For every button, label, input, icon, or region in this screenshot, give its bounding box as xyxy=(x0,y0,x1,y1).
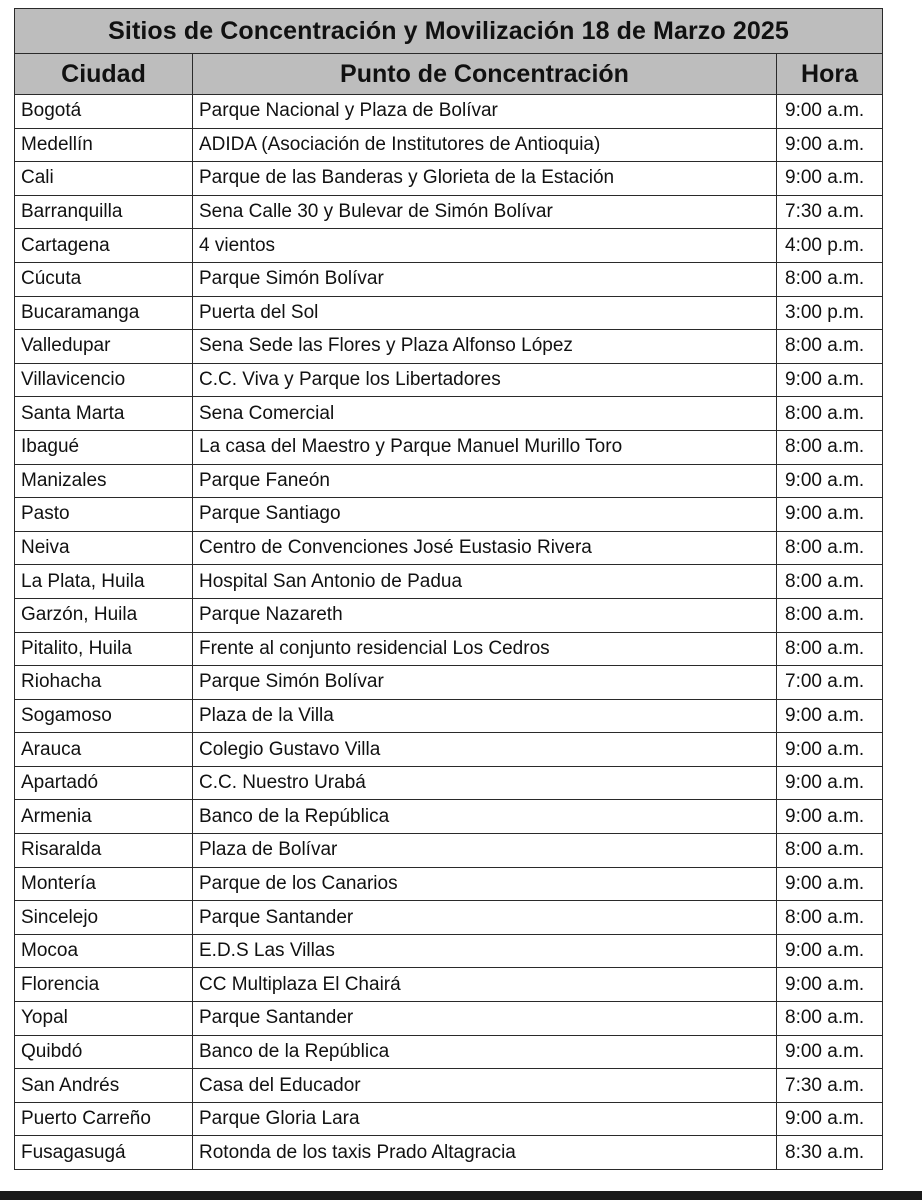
cell-time: 8:30 a.m. xyxy=(777,1136,883,1170)
cell-time: 3:00 p.m. xyxy=(777,296,883,330)
cell-city: Fusagasugá xyxy=(15,1136,193,1170)
column-header-place: Punto de Concentración xyxy=(193,54,777,95)
cell-city: Cartagena xyxy=(15,229,193,263)
cell-place: C.C. Nuestro Urabá xyxy=(193,766,777,800)
cell-place: Parque Santander xyxy=(193,1002,777,1036)
table-row xyxy=(15,1136,883,1170)
cell-city: Risaralda xyxy=(15,834,193,868)
cell-time: 8:00 a.m. xyxy=(777,834,883,868)
table-row xyxy=(15,565,883,599)
table-row xyxy=(15,666,883,700)
cell-time: 9:00 a.m. xyxy=(777,766,883,800)
table-row xyxy=(15,598,883,632)
table-row xyxy=(15,699,883,733)
table-row xyxy=(15,968,883,1002)
title-row xyxy=(15,9,883,54)
cell-city: Manizales xyxy=(15,464,193,498)
cell-place: Parque Gloria Lara xyxy=(193,1102,777,1136)
table-row xyxy=(15,766,883,800)
bottom-edge-bar xyxy=(0,1191,922,1200)
cell-place: ADIDA (Asociación de Institutores de Antioquia) xyxy=(193,128,777,162)
table-row xyxy=(15,834,883,868)
table-row xyxy=(15,1002,883,1036)
cell-time: 9:00 a.m. xyxy=(777,800,883,834)
cell-time: 9:00 a.m. xyxy=(777,498,883,532)
cell-city: Medellín xyxy=(15,128,193,162)
cell-time: 9:00 a.m. xyxy=(777,162,883,196)
table-row xyxy=(15,901,883,935)
cell-city: Santa Marta xyxy=(15,397,193,431)
table-row xyxy=(15,229,883,263)
cell-place: Colegio Gustavo Villa xyxy=(193,733,777,767)
cell-place: Casa del Educador xyxy=(193,1069,777,1103)
table-row xyxy=(15,733,883,767)
table-row xyxy=(15,1102,883,1136)
cell-time: 4:00 p.m. xyxy=(777,229,883,263)
cell-place: Plaza de Bolívar xyxy=(193,834,777,868)
cell-city: Apartadó xyxy=(15,766,193,800)
cell-place: Parque de los Canarios xyxy=(193,867,777,901)
cell-place: Banco de la República xyxy=(193,1035,777,1069)
table-row xyxy=(15,195,883,229)
cell-place: Parque Simón Bolívar xyxy=(193,262,777,296)
cell-city: Sogamoso xyxy=(15,699,193,733)
table-body xyxy=(15,95,883,1170)
cell-time: 9:00 a.m. xyxy=(777,128,883,162)
cell-time: 7:30 a.m. xyxy=(777,195,883,229)
cell-time: 9:00 a.m. xyxy=(777,867,883,901)
table-row xyxy=(15,1069,883,1103)
cell-place: Parque Faneón xyxy=(193,464,777,498)
table-row xyxy=(15,632,883,666)
cell-time: 8:00 a.m. xyxy=(777,397,883,431)
cell-time: 9:00 a.m. xyxy=(777,363,883,397)
table-row xyxy=(15,330,883,364)
cell-city: Barranquilla xyxy=(15,195,193,229)
cell-place: Parque de las Banderas y Glorieta de la Estación xyxy=(193,162,777,196)
cell-time: 7:30 a.m. xyxy=(777,1069,883,1103)
cell-place: E.D.S Las Villas xyxy=(193,934,777,968)
cell-time: 8:00 a.m. xyxy=(777,262,883,296)
table-row xyxy=(15,498,883,532)
cell-place: Puerta del Sol xyxy=(193,296,777,330)
cell-city: Cali xyxy=(15,162,193,196)
table-row xyxy=(15,464,883,498)
cell-time: 8:00 a.m. xyxy=(777,565,883,599)
cell-place: Rotonda de los taxis Prado Altagracia xyxy=(193,1136,777,1170)
table-row xyxy=(15,128,883,162)
cell-time: 9:00 a.m. xyxy=(777,733,883,767)
cell-city: Sincelejo xyxy=(15,901,193,935)
table-title: Sitios de Concentración y Movilización 18 de Marzo 2025 xyxy=(15,9,883,54)
cell-place: La casa del Maestro y Parque Manuel Murillo Toro xyxy=(193,430,777,464)
cell-place: Parque Santander xyxy=(193,901,777,935)
cell-city: Pasto xyxy=(15,498,193,532)
table-row xyxy=(15,397,883,431)
cell-city: Valledupar xyxy=(15,330,193,364)
table-row xyxy=(15,531,883,565)
cell-time: 8:00 a.m. xyxy=(777,598,883,632)
cell-city: Ibagué xyxy=(15,430,193,464)
cell-time: 9:00 a.m. xyxy=(777,699,883,733)
cell-place: Parque Nacional y Plaza de Bolívar xyxy=(193,95,777,129)
cell-time: 9:00 a.m. xyxy=(777,1035,883,1069)
cell-time: 9:00 a.m. xyxy=(777,934,883,968)
cell-time: 8:00 a.m. xyxy=(777,531,883,565)
cell-city: Neiva xyxy=(15,531,193,565)
cell-time: 7:00 a.m. xyxy=(777,666,883,700)
table-row xyxy=(15,296,883,330)
table-row xyxy=(15,95,883,129)
cell-place: CC Multiplaza El Chairá xyxy=(193,968,777,1002)
cell-time: 8:00 a.m. xyxy=(777,901,883,935)
cell-place: Parque Simón Bolívar xyxy=(193,666,777,700)
cell-time: 8:00 a.m. xyxy=(777,330,883,364)
cell-place: Centro de Convenciones José Eustasio Rivera xyxy=(193,531,777,565)
cell-place: 4 vientos xyxy=(193,229,777,263)
header-row xyxy=(15,54,883,95)
cell-city: Cúcuta xyxy=(15,262,193,296)
cell-time: 8:00 a.m. xyxy=(777,632,883,666)
table-row xyxy=(15,934,883,968)
concentration-sites-table xyxy=(14,8,883,1170)
table-row xyxy=(15,162,883,196)
cell-city: Villavicencio xyxy=(15,363,193,397)
cell-time: 9:00 a.m. xyxy=(777,464,883,498)
cell-place: Sena Calle 30 y Bulevar de Simón Bolívar xyxy=(193,195,777,229)
cell-time: 8:00 a.m. xyxy=(777,1002,883,1036)
cell-city: Arauca xyxy=(15,733,193,767)
cell-time: 9:00 a.m. xyxy=(777,968,883,1002)
cell-place: Sena Sede las Flores y Plaza Alfonso López xyxy=(193,330,777,364)
cell-place: Sena Comercial xyxy=(193,397,777,431)
cell-place: Parque Santiago xyxy=(193,498,777,532)
cell-city: Garzón, Huila xyxy=(15,598,193,632)
cell-city: Quibdó xyxy=(15,1035,193,1069)
column-header-time: Hora xyxy=(777,54,883,95)
cell-city: La Plata, Huila xyxy=(15,565,193,599)
table-row xyxy=(15,867,883,901)
cell-city: Bogotá xyxy=(15,95,193,129)
cell-city: Puerto Carreño xyxy=(15,1102,193,1136)
cell-city: Florencia xyxy=(15,968,193,1002)
cell-city: Riohacha xyxy=(15,666,193,700)
cell-place: Frente al conjunto residencial Los Cedros xyxy=(193,632,777,666)
cell-time: 9:00 a.m. xyxy=(777,1102,883,1136)
column-header-city: Ciudad xyxy=(15,54,193,95)
schedule-sheet xyxy=(14,8,882,1170)
cell-city: Bucaramanga xyxy=(15,296,193,330)
cell-city: Montería xyxy=(15,867,193,901)
cell-city: Pitalito, Huila xyxy=(15,632,193,666)
cell-place: Plaza de la Villa xyxy=(193,699,777,733)
table-row xyxy=(15,1035,883,1069)
table-row xyxy=(15,800,883,834)
table-row xyxy=(15,262,883,296)
cell-place: Parque Nazareth xyxy=(193,598,777,632)
cell-place: Hospital San Antonio de Padua xyxy=(193,565,777,599)
cell-time: 9:00 a.m. xyxy=(777,95,883,129)
cell-city: Yopal xyxy=(15,1002,193,1036)
table-row xyxy=(15,363,883,397)
cell-city: Mocoa xyxy=(15,934,193,968)
cell-place: C.C. Viva y Parque los Libertadores xyxy=(193,363,777,397)
cell-time: 8:00 a.m. xyxy=(777,430,883,464)
cell-place: Banco de la República xyxy=(193,800,777,834)
table-row xyxy=(15,430,883,464)
cell-city: San Andrés xyxy=(15,1069,193,1103)
cell-city: Armenia xyxy=(15,800,193,834)
